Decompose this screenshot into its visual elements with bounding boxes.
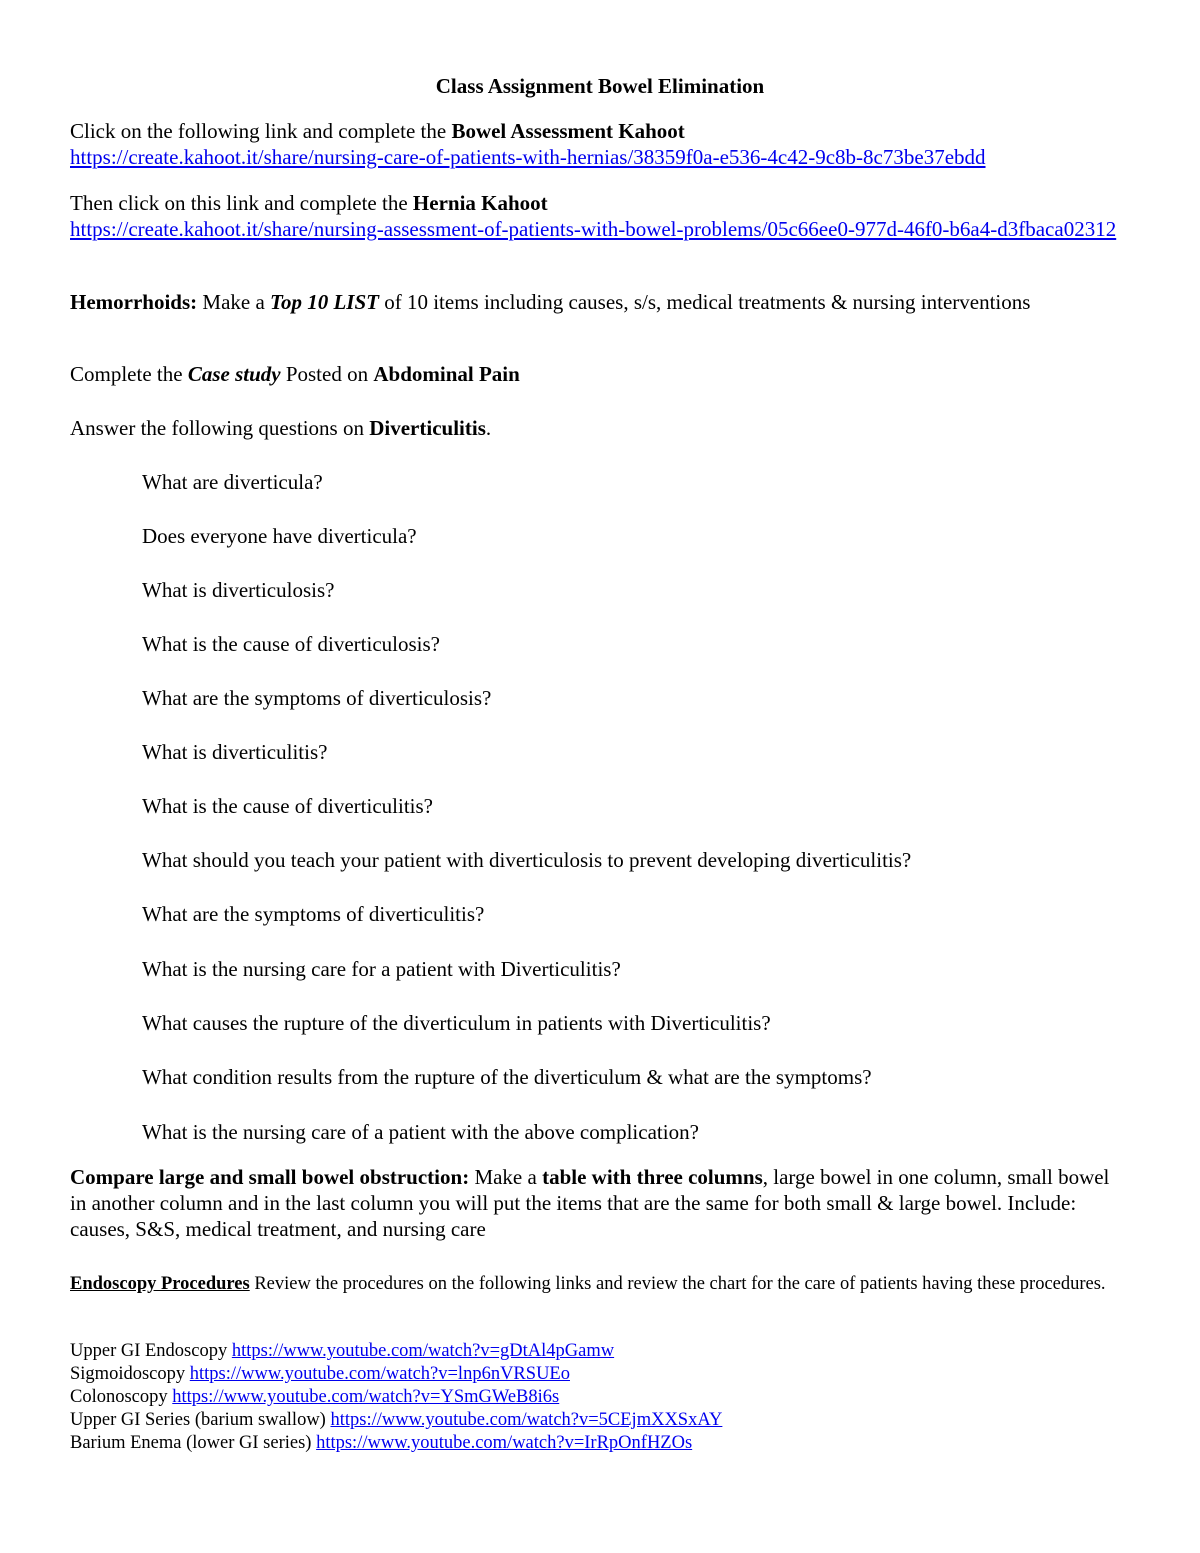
question-10: What is the nursing care for a patient with Diverticulitis? [142,957,621,981]
case-study-text-2: Posted on [280,362,374,386]
procedure-link[interactable]: https://www.youtube.com/watch?v=lnp6nVRSUEo [189,1364,570,1384]
hemorrhoids-text-2: of 10 items including causes, s/s, medical treatments & nursing interventions [378,290,1031,314]
question-3: What is diverticulosis? [142,578,335,602]
procedure-name: Barium Enema (lower GI series) [70,1433,317,1453]
kahoot-1-text: Click on the following link and complete the [70,119,452,143]
diverticulitis-text-1: Answer the following questions on [70,416,370,440]
procedure-item [70,1340,1130,1363]
procedure-link[interactable]: https://www.youtube.com/watch?v=YSmGWeB8i6s [172,1387,560,1407]
question-9: What are the symptoms of diverticulitis? [142,902,485,926]
hemorrhoids-emphasis: Top 10 LIST [270,290,379,314]
kahoot-2-paragraph [70,190,1130,242]
procedure-link[interactable]: https://www.youtube.com/watch?v=gDtAl4pGamw [231,1341,615,1361]
procedure-link[interactable]: https://www.youtube.com/watch?v=IrRpOnfHZOs [316,1433,693,1453]
kahoot-2-text: Then click on this link and complete the [70,191,413,215]
kahoot-1-paragraph [70,118,1130,170]
obstruction-label: Compare large and small bowel obstruction: [70,1165,470,1189]
kahoot-1-bold: Bowel Assessment Kahoot [451,119,685,143]
endoscopy-label: Endoscopy Procedures [70,1274,250,1294]
procedure-item [70,1386,1130,1409]
case-study-text-1: Complete the [70,362,188,386]
case-study-bold: Abdominal Pain [373,362,520,386]
question-8: What should you teach your patient with diverticulosis to prevent developing diverticulitis? [142,848,912,872]
question-2: Does everyone have diverticula? [142,524,417,548]
procedure-name: Upper GI Series (barium swallow) [70,1410,331,1430]
procedure-name: Sigmoidoscopy [70,1364,190,1384]
procedure-name: Colonoscopy [70,1387,173,1407]
obstruction-text-2: , large bowel in one column, small bowel in another column and in the last column you will put the items that are the same for both small & large bowel. Include: causes, S&S, medical treatment, and nursing care [70,1165,1110,1241]
question-13: What is the nursing care of a patient with the above complication? [142,1120,699,1144]
hemorrhoids-paragraph [70,289,1130,315]
question-5: What are the symptoms of diverticulosis? [142,686,492,710]
document-title: Class Assignment Bowel Elimination [435,74,765,98]
kahoot-2-link[interactable]: https://create.kahoot.it/share/nursing-assessment-of-patients-with-bowel-problems/05c66ee0-977d-46f0-b6a4-d3fbaca02312 [70,217,1117,241]
kahoot-2-bold: Hernia Kahoot [412,191,548,215]
hemorrhoids-label: Hemorrhoids: [70,290,198,314]
question-4: What is the cause of diverticulosis? [142,632,440,656]
procedure-item [70,1432,1130,1455]
procedure-item [70,1363,1130,1386]
diverticulitis-intro [70,415,1130,441]
procedure-item [70,1409,1130,1432]
case-study-paragraph [70,361,1130,387]
kahoot-1-link[interactable]: https://create.kahoot.it/share/nursing-care-of-patients-with-hernias/38359f0a-e536-4c42-9c8b-8c73be37ebdd [70,145,986,169]
procedure-link[interactable]: https://www.youtube.com/watch?v=5CEjmXXSxAY [330,1410,723,1430]
question-12: What condition results from the rupture of the diverticulum & what are the symptoms? [142,1065,872,1089]
diverticulitis-text-2: . [485,416,492,440]
hemorrhoids-text-1: Make a [197,290,271,314]
question-6: What is diverticulitis? [142,740,328,764]
endoscopy-paragraph [70,1272,1130,1296]
question-7: What is the cause of diverticulitis? [142,794,433,818]
diverticulitis-bold: Diverticulitis [369,416,486,440]
endoscopy-text: Review the procedures on the following links and review the chart for the care of patients having these procedures. [249,1274,1106,1294]
procedure-list [70,1340,1130,1455]
obstruction-text-1: Make a [469,1165,543,1189]
procedure-name: Upper GI Endoscopy [70,1341,232,1361]
obstruction-bold: table with three columns [542,1165,763,1189]
case-study-emphasis: Case study [187,362,281,386]
obstruction-paragraph [70,1164,1130,1242]
question-1: What are diverticula? [142,470,323,494]
question-11: What causes the rupture of the diverticulum in patients with Diverticulitis? [142,1011,771,1035]
